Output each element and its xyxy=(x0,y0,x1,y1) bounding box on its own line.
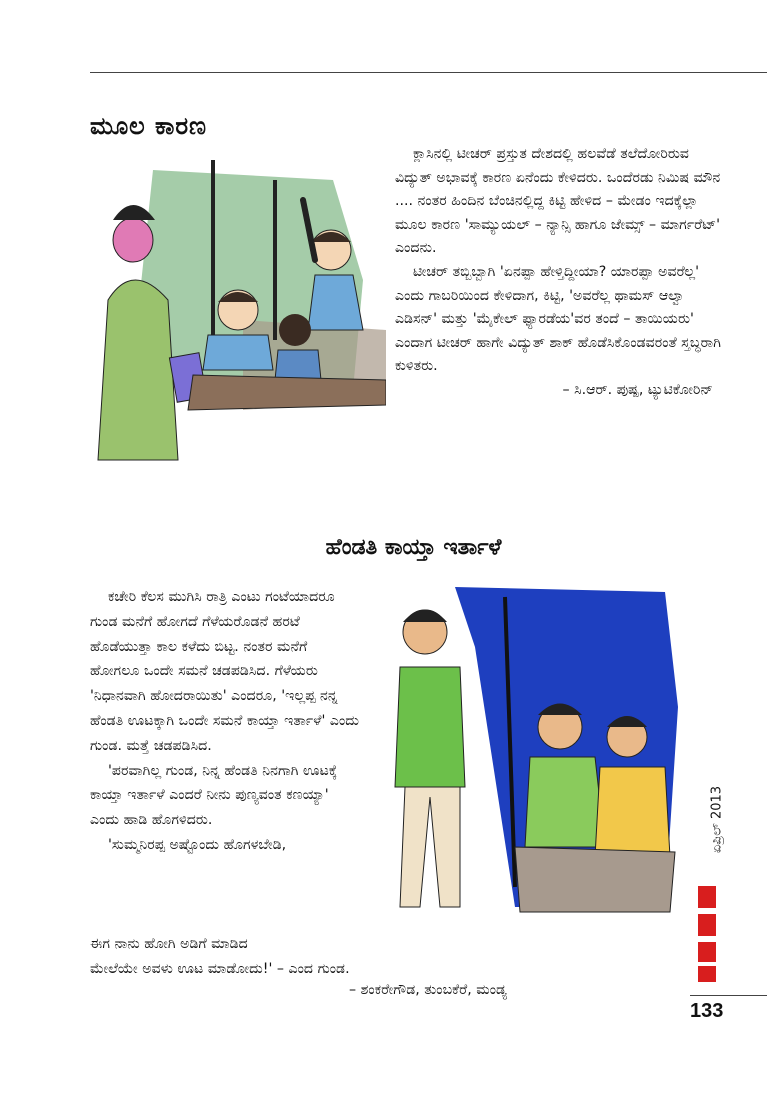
story1-paragraph: ಕ್ಲಾಸಿನಲ್ಲಿ ಟೀಚರ್ ಪ್ರಸ್ತುತ ದೇಶದಲ್ಲಿ ಹಲವೆಡೆ ತಲೆದೋರಿರುವ ವಿದ್ಯುತ್ ಅಭಾವಕ್ಕೆ ಕಾರಣ ಏನೆಂದು ಕೇಳಿದರು. ಒಂದೆರಡು ನಿಮಿಷ ಮೌನ .... ನಂತರ ಹಿಂದಿನ ಬೆಂಚಿನಲ್ಲಿದ್ದ ಕಿಟ್ಟಿ ಹೇಳಿದ – ಮೇಡಂ ಇದಕ್ಕೆಲ್ಲಾ ಮೂಲ ಕಾರಣ 'ಸಾಮ್ಯುಯಲ್ – ನ್ಯಾನ್ಸಿ ಹಾಗೂ ಜೇಮ್ಸ್ – ಮಾರ್ಗರೆಟ್' ಎಂದನು. xyxy=(395,146,721,257)
story2-tail-line: ಮೇಲೆಯೇ ಅವಳು ಊಟ ಮಾಡೋದು!' – ಎಂದ ಗುಂಡ. xyxy=(90,961,350,977)
issue-month xyxy=(702,778,728,868)
page-number: 133 xyxy=(690,1000,724,1022)
story2-paragraph: 'ಸುಮ್ಮನಿರಪ್ಪ ಅಷ್ಟೊಂದು ಹೊಗಳಬೇಡಿ, xyxy=(108,836,287,853)
story2-tail-line: ಈಗ ನಾನು ಹೋಗಿ ಅಡಿಗೆ ಮಾಡಿದ xyxy=(90,936,248,952)
footer-rule xyxy=(690,995,767,996)
classroom-illustration xyxy=(93,160,386,465)
story2-title: ಹೆಂಡತಿ ಕಾಯ್ತಾ ಇರ್ತಾಳೆ xyxy=(325,535,502,560)
story2-paragraph: ಕಚೇರಿ ಕೆಲಸ ಮುಗಿಸಿ ರಾತ್ರಿ ಎಂಟು ಗಂಟೆಯಾದರೂ ಗುಂಡ ಮನೆಗೆ ಹೋಗದೆ ಗೆಳೆಯರೊಡನೆ ಹರಟೆ ಹೊಡೆಯುತ್ತಾ ಕಾಲ ಕಳೆದು ಬಿಟ್ಟ. ನಂತರ ಮನೆಗೆ ಹೋಗಲೂ ಒಂದೇ ಸಮನೆ ಚಡಪಡಿಸಿದ. ಗೆಳೆಯರು 'ನಿಧಾನವಾಗಿ ಹೋದರಾಯಿತು' ಎಂದರೂ, 'ಇಲ್ಲಪ್ಪ ನನ್ನ ಹೆಂಡತಿ ಊಟಕ್ಕಾಗಿ ಒಂದೇ ಸಮನೆ ಕಾಯ್ತಾ ಇರ್ತಾಳೆ' ಎಂದು ಗುಂಡ. ಮತ್ತೆ ಚಡಪಡಿಸಿದ. xyxy=(90,589,359,754)
story1-title: ಮೂಲ ಕಾರಣ xyxy=(90,112,208,140)
top-rule xyxy=(90,72,767,73)
story2-paragraph: 'ಪರವಾಗಿಲ್ಲ ಗುಂಡ, ನಿನ್ನ ಹೆಂಡತಿ ನಿನಗಾಗಿ ಊಟಕ್ಕೆ ಕಾಯ್ತಾ ಇರ್ತಾಳೆ ಎಂದರೆ ನೀನು ಪುಣ್ಯವಂತ ಕಣಯ್ಯಾ' ಎಂದು ಹಾಡಿ ಹೊಗಳಿದರು. xyxy=(90,762,338,829)
issue-month-label: ಏಪ್ರಿಲ್ 2013 xyxy=(709,785,725,854)
story1-paragraph: ಟೀಚರ್ ತಬ್ಬಿಬ್ಬಾಗಿ 'ಏನಪ್ಪಾ ಹೇಳ್ತಿದ್ದೀಯಾ? ಯಾರಪ್ಪಾ ಅವರೆಲ್ಲ' ಎಂದು ಗಾಬರಿಯಿಂದ ಕೇಳಿದಾಗ, ಕಿಟ್ಟಿ, 'ಅವರೆಲ್ಲ ಥಾಮಸ್ ಆಲ್ವಾ ಎಡಿಸನ್' ಮತ್ತು 'ಮೈಕೇಲ್ ಫ್ಯಾರಡೆಯ'ವರ ತಂದೆ – ತಾಯಿಯರು' ಎಂದಾಗ ಟೀಚರ್ ಹಾಗೇ ವಿದ್ಯುತ್ ಶಾಕ್ ಹೊಡೆಸಿಕೊಂಡವರಂತೆ ಸ್ತಬ್ಧರಾಗಿ ಕುಳಿತರು. xyxy=(395,263,721,375)
story1-body xyxy=(395,143,725,403)
story2-tail xyxy=(90,932,690,982)
friends-illustration xyxy=(365,587,678,920)
story2-body xyxy=(90,585,360,858)
story2-credit: – ಶಂಕರೇಗೌಡ, ತುಂಬಕೆರೆ, ಮಂಡ್ಯ xyxy=(349,982,507,998)
story1-credit: – ಸಿ.ಆರ್. ಪುಷ್ಪ, ಟ್ಯುಟಿಕೋರಿನ್ xyxy=(562,381,713,398)
magazine-logo xyxy=(692,878,722,988)
